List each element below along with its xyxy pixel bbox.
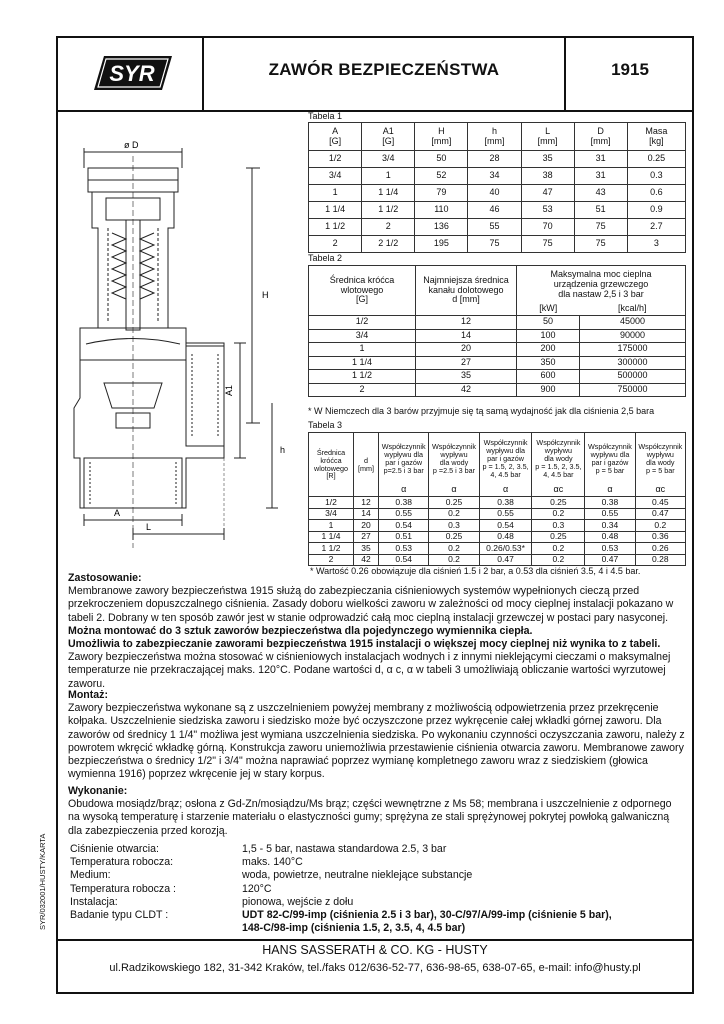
text-cell: 900 [517, 383, 580, 397]
section-heading: Zastosowanie: [68, 572, 142, 584]
text-cell: par i gazów [487, 453, 524, 463]
text-cell: [kg] [649, 135, 664, 146]
text-cell: 0.2 [532, 543, 585, 555]
text-cell: 1,5 - 5 bar, nastawa standardowa 2.5, 3 bar [242, 843, 447, 855]
text-cell: Maksymalna moc cieplna [550, 268, 652, 279]
text-cell: 75 [468, 236, 521, 253]
text-cell: [G] [355, 294, 368, 305]
text-cell: 3/4 [309, 508, 354, 520]
text-cell: 0.3 [532, 520, 585, 532]
text-cell: Masa [645, 125, 668, 136]
table-row [309, 520, 686, 532]
text-cell: 195 [415, 236, 468, 253]
text-cell: 3/4 [362, 151, 415, 168]
text-cell: 1 1/4 [309, 356, 416, 370]
text-cell: 1/2 [309, 497, 354, 509]
side-reference: SYR/032001/HUSTY/KARTA [38, 833, 47, 930]
section-heading: Wykonanie: [68, 785, 128, 797]
text-cell: 0.26/0.53* [479, 543, 532, 555]
text-cell: 0.45 [635, 497, 685, 509]
footer-company: HANS SASSERATH & CO. KG - HUSTY [262, 943, 488, 957]
text-cell: 1 1/2 [362, 202, 415, 219]
spec-row [70, 922, 612, 935]
table3-flow-coefficients [308, 432, 686, 566]
spec-row [70, 869, 612, 882]
text-cell: 1 [309, 520, 354, 532]
text-cell: 1 1/2 [309, 543, 354, 555]
table-row [309, 554, 686, 566]
text-cell: Średnica [316, 447, 346, 457]
text-cell: wypływu [646, 449, 674, 459]
dim-label-h-big: H [262, 290, 269, 300]
text-cell: 31 [574, 168, 627, 185]
text-cell: p =2.5 i 3 bar [432, 465, 476, 475]
dim-label-d: ø D [124, 140, 139, 150]
text-cell: 0.2 [429, 543, 479, 555]
paragraph: Zawory bezpieczeństwa wykonane są z uszczelnieniem powyżej membrany z możliwością odpowietrzenia przez przekręcenie kołpaka. Uszczelnienie siedziska zaworu i siedzisko może być oczyszczone przez wykręcenie całej wkładki górnej zaworu. Dla zaworów od średnicy 1 1/4" możliwa jest wymiana uszczelnienia siedziska. Po wykonaniu czynności oczyszczania zaworu, należy z powrotem wkręcić wkładkę górną. Konstrukcja zaworu uniemożliwia przestawienie ciśnienia otwarcia zaworu. Membranowe zawory bezpieczeństwa o średnicy 1/2" i 3/4" można naprawiać poprzez wymianę kompletnego zaworu wraz z siedziskiem (głowica wymienna 1916) poprzez wkręcenie jej w stary korpus. [68, 702, 685, 781]
text-cell: 2 [309, 383, 416, 397]
text-cell: 1 [362, 168, 415, 185]
text-cell: 0.25 [532, 531, 585, 543]
text-cell: [mm] [358, 463, 374, 473]
text-cell: 0.48 [479, 531, 532, 543]
text-cell: wypływu dla [384, 449, 424, 459]
text-cell: Temperatura robocza : [70, 882, 176, 895]
table3-label: Tabela 3 [308, 420, 343, 430]
text-cell: 0.36 [635, 531, 685, 543]
t1-header [574, 123, 627, 151]
text-cell: Ciśnienie otwarcia: [70, 843, 159, 855]
text-cell: 43 [574, 185, 627, 202]
text-cell: A1 [382, 125, 394, 136]
product-code: 1915 [611, 60, 649, 79]
table-row [309, 219, 686, 236]
text-cell: [G] [329, 135, 342, 146]
paragraph-bold: Umożliwia to zabezpieczanie zaworami bezpieczeństwa 1915 instalacji o większej mocy cieplnej niż wynika to z tabeli. [68, 638, 661, 651]
text-cell: 0.2 [532, 508, 585, 520]
text-cell: [mm] [431, 135, 452, 146]
text-cell: 0.55 [379, 508, 429, 520]
text-cell: h [491, 125, 497, 136]
table2-thermal-power [308, 265, 686, 397]
text-cell: 0.2 [635, 520, 685, 532]
text-cell: wlotowego [314, 463, 348, 473]
text-cell: 20 [354, 520, 379, 532]
syr-logo [86, 50, 176, 96]
text-cell: 0.38 [479, 497, 532, 509]
text-cell: 1 1/2 [309, 370, 416, 384]
text-cell: p = 5 bar [595, 465, 625, 475]
table-row [309, 185, 686, 202]
text-cell: 0.51 [379, 531, 429, 543]
text-cell: wypływu [440, 449, 468, 459]
table1-dimensions [308, 122, 686, 253]
text-cell: 14 [416, 329, 517, 343]
text-cell: maks. 140°C [242, 856, 303, 869]
footer-divider [56, 939, 694, 941]
table-row [309, 370, 686, 384]
text-cell: p = 1.5, 2, 3.5, [535, 461, 582, 471]
text-cell: L [545, 125, 551, 136]
text-cell: 0.9 [627, 202, 685, 219]
text-cell: 2.7 [627, 219, 685, 236]
t2-header [517, 266, 686, 304]
spec-row [70, 909, 612, 922]
table1-label: Tabela 1 [308, 111, 343, 121]
spec-row [70, 843, 612, 856]
text-cell: wypływu [544, 445, 572, 455]
t3-header [309, 433, 354, 497]
text-cell: 31 [574, 151, 627, 168]
logo-text: SYR [109, 61, 155, 86]
text-cell: 136 [415, 219, 468, 236]
dim-label-h-small: h [280, 445, 286, 455]
text-cell: 75 [574, 219, 627, 236]
text-cell: 500000 [580, 370, 686, 384]
text-cell: 2 [362, 219, 415, 236]
text-cell: 38 [521, 168, 574, 185]
text-cell: 0.2 [429, 508, 479, 520]
text-cell: 0.34 [585, 520, 635, 532]
section-heading: Montaż: [68, 689, 109, 701]
text-cell: 0.25 [429, 531, 479, 543]
text-cell: D [597, 125, 604, 136]
text-cell: 51 [574, 202, 627, 219]
t3-symbol: α [379, 485, 429, 497]
text-cell: d [mm] [452, 294, 480, 305]
table3-footnote: * Wartość 0.26 obowiązuje dla ciśnień 1.5 i 2 bar, a 0.53 dla ciśnień 3.5, 4 i 4.5 bar. [310, 566, 641, 576]
text-cell: 42 [354, 554, 379, 566]
text-cell: 40 [468, 185, 521, 202]
text-cell: 52 [415, 168, 468, 185]
t3-symbol: αc [532, 485, 585, 497]
t2-header [309, 266, 416, 316]
t1-header [415, 123, 468, 151]
text-cell: wypływu dla [486, 445, 525, 455]
text-cell: 350 [517, 356, 580, 370]
text-cell: 45000 [580, 316, 686, 330]
t3-symbol: αc [635, 485, 685, 497]
text-cell: 0.26 [635, 543, 685, 555]
text-cell: 1 [309, 343, 416, 357]
text-cell: 4, 4.5 bar [490, 469, 521, 479]
text-cell: 750000 [580, 383, 686, 397]
text-cell: 0.28 [635, 554, 685, 566]
text-cell: dla wody [646, 457, 675, 467]
text-cell: Najmniejsza średnica [423, 274, 509, 285]
text-cell: 0.48 [585, 531, 635, 543]
t1-header [468, 123, 521, 151]
t1-header [521, 123, 574, 151]
header-divider [56, 110, 694, 112]
text-cell: 110 [415, 202, 468, 219]
t2-header-kcal: [kcal/h] [580, 304, 686, 316]
t3-header [429, 433, 479, 485]
text-cell: 27 [354, 531, 379, 543]
table-row [309, 531, 686, 543]
table-row [309, 508, 686, 520]
table-row [309, 168, 686, 185]
text-cell: 1/2 [309, 316, 416, 330]
spec-list [70, 843, 612, 935]
text-cell: pionowa, wejście z dołu [242, 895, 354, 908]
spec-row [70, 856, 612, 869]
text-cell: 0.53 [585, 543, 635, 555]
paragraph-bold: Można montować do 3 sztuk zaworów bezpieczeństwa dla pojedynczego wymiennika ciepła. [68, 624, 533, 637]
text-cell: 79 [415, 185, 468, 202]
text-cell: 35 [521, 151, 574, 168]
text-cell: 0.55 [479, 508, 532, 520]
text-cell: 3 [627, 236, 685, 253]
text-cell: Instalacja: [70, 895, 118, 908]
table2-label: Tabela 2 [308, 253, 343, 263]
text-cell: 90000 [580, 329, 686, 343]
text-cell: 0.54 [379, 520, 429, 532]
text-cell: UDT 82-C/99-imp (ciśnienia 2.5 i 3 bar), 30-C/97/A/99-imp (ciśnienie 5 bar), [242, 909, 612, 922]
t1-header [362, 123, 415, 151]
t1-header [309, 123, 362, 151]
section-wykonanie [68, 785, 686, 838]
t3-symbol: α [479, 485, 532, 497]
text-cell: 34 [468, 168, 521, 185]
text-cell: A [332, 125, 339, 136]
table-row [309, 343, 686, 357]
text-cell: p = 5 bar [646, 465, 675, 475]
text-cell: kanału dolotowego [428, 284, 504, 295]
text-cell: 2 [309, 554, 354, 566]
text-cell: woda, powietrze, neutralne nieklejące substancje [242, 869, 473, 882]
text-cell: 46 [468, 202, 521, 219]
text-cell: 100 [517, 329, 580, 343]
t3-header [479, 433, 532, 485]
paragraph: Zawory bezpieczeństwa można stosować w ciśnieniowych instalacjach wodnych i z innymi nieklejącymi cieczami o maksymalnej temperaturze nie przekraczającej maks. 120°C. Podane wartości d, α c, α w tabeli 3 umożliwiają obliczanie wartości wyrzutowej zaworu. [68, 651, 671, 690]
t3-header [635, 433, 685, 485]
table-row [309, 151, 686, 168]
text-cell: [mm] [537, 135, 558, 146]
text-cell: 0.25 [627, 151, 685, 168]
text-cell [70, 922, 242, 935]
text-cell: 0.55 [585, 508, 635, 520]
text-cell: 0.25 [429, 497, 479, 509]
text-cell: Temperatura robocza: [70, 856, 174, 869]
t3-header [379, 433, 429, 485]
text-cell: 0.47 [479, 554, 532, 566]
table-row [309, 497, 686, 509]
text-cell: [G] [382, 135, 395, 146]
document-title: ZAWÓR BEZPIECZEŃSTWA [268, 60, 500, 79]
text-cell: 1 1/2 [309, 219, 362, 236]
section-montaz [68, 689, 686, 781]
text-cell: 0.3 [429, 520, 479, 532]
text-cell: Średnica króćca wlotowego [329, 274, 395, 295]
t3-header [532, 433, 585, 485]
table-row [309, 356, 686, 370]
table-row [309, 202, 686, 219]
text-cell: Współczynnik [587, 441, 632, 451]
text-cell: 28 [468, 151, 521, 168]
text-cell: 300000 [580, 356, 686, 370]
text-cell: wypływu dla [590, 449, 630, 459]
text-cell: Medium: [70, 869, 111, 882]
dim-label-l: L [146, 522, 152, 532]
text-cell: 50 [517, 316, 580, 330]
text-cell: p=2.5 i 3 bar [383, 465, 424, 475]
table2-footnote: * W Niemczech dla 3 barów przyjmuje się tą samą wydajność jak dla ciśnienia 2,5 bara [308, 406, 655, 416]
text-cell: 120°C [242, 882, 272, 895]
section-zastosowanie [68, 572, 686, 691]
text-cell: dla wody [544, 453, 573, 463]
table-row [309, 236, 686, 253]
paragraph: Membranowe zawory bezpieczeństwa 1915 służą do zabezpieczania ciśnieniowych systemów wypełnionych cieczą przed przekroczeniem dopuszczalnego ciśnienia. Zasady doboru wielkości zaworu w zależności od mocy cieplnej instalacji pokazano w tabeli 2. Dobrany w ten sposób zawór jest w stanie odprowadzić całą moc cieplną instalacji grzewczej w postaci pary nasyconej. [68, 585, 674, 624]
text-cell: 2 [309, 236, 362, 253]
text-cell: 1 [309, 185, 362, 202]
dim-label-a1: A1 [224, 384, 234, 396]
dim-label-a: A [114, 508, 121, 518]
text-cell: 50 [415, 151, 468, 168]
paragraph: Obudowa mosiądz/brąz; osłona z Gd-Zn/mosiądzu/Ms brąz; części wewnętrzne z Ms 58; membrana i uszczelnienie z odpornego na wysoką temperaturę i starzenie materiału o elastyczności gumy; sprężyna ze stali sprężynowej pokrytej powłoką galwaniczną dla zabezpieczenia przed korozją. [68, 798, 672, 837]
text-cell: 0.2 [429, 554, 479, 566]
text-cell: 4, 4.5 bar [543, 469, 574, 479]
text-cell: 3/4 [309, 168, 362, 185]
table-row [309, 383, 686, 397]
text-cell: 1/2 [309, 151, 362, 168]
text-cell: 1 1/4 [362, 185, 415, 202]
valve-cross-section-drawing [64, 128, 304, 568]
text-cell: króćca [320, 455, 342, 465]
text-cell: Współczynnik [483, 437, 528, 447]
footer-address: ul.Radzikowskiego 182, 31-342 Kraków, tel./faks 012/636-52-77, 636-98-65, 638-07-65, e-mail: info@husty.pl [109, 962, 641, 974]
t3-header [585, 433, 635, 485]
text-cell: 148-C/98-imp (ciśnienia 1.5, 2, 3.5, 4, 4.5 bar) [242, 922, 466, 935]
text-cell: 0.3 [627, 168, 685, 185]
text-cell: [mm] [590, 135, 611, 146]
spec-row [70, 883, 612, 896]
text-cell: 600 [517, 370, 580, 384]
text-cell: 47 [521, 185, 574, 202]
text-cell: 200 [517, 343, 580, 357]
t1-header [627, 123, 685, 151]
table-row [309, 329, 686, 343]
text-cell: par i gazów [385, 457, 423, 467]
text-cell: dla nastaw 2,5 i 3 bar [558, 288, 644, 299]
t2-header [416, 266, 517, 316]
text-cell: 0.38 [379, 497, 429, 509]
text-cell: 14 [354, 508, 379, 520]
text-cell: 3/4 [309, 329, 416, 343]
text-cell: 35 [416, 370, 517, 384]
text-cell: dla wody [439, 457, 469, 467]
text-cell: 0.25 [532, 497, 585, 509]
text-cell: 55 [468, 219, 521, 236]
text-cell: Współczynnik [536, 437, 581, 447]
text-cell: 2 1/2 [362, 236, 415, 253]
t3-symbol: α [429, 485, 479, 497]
text-cell: 0.47 [585, 554, 635, 566]
text-cell: 0.6 [627, 185, 685, 202]
text-cell: 0.47 [635, 508, 685, 520]
text-cell: 12 [416, 316, 517, 330]
table-row [309, 316, 686, 330]
text-cell: Badanie typu CLDT : [70, 909, 169, 922]
text-cell: Współczynnik [638, 441, 683, 451]
text-cell: Współczynnik [432, 441, 476, 451]
text-cell: 42 [416, 383, 517, 397]
text-cell: 75 [521, 236, 574, 253]
text-cell: 0.54 [479, 520, 532, 532]
text-cell: par i gazów [591, 457, 629, 467]
t2-header-kw: [kW] [517, 304, 580, 316]
text-cell: 12 [354, 497, 379, 509]
text-cell: 20 [416, 343, 517, 357]
text-cell: 0.54 [379, 554, 429, 566]
text-cell: 75 [574, 236, 627, 253]
text-cell: urządzenia grzewczego [553, 278, 649, 289]
t3-header [354, 433, 379, 497]
text-cell: p = 1.5, 2, 3.5, [482, 461, 529, 471]
spec-row [70, 896, 612, 909]
text-cell: 70 [521, 219, 574, 236]
text-cell: Współczynnik [381, 441, 426, 451]
text-cell: 1 1/4 [309, 531, 354, 543]
text-cell: H [438, 125, 445, 136]
text-cell: 27 [416, 356, 517, 370]
text-cell: d [364, 455, 368, 465]
text-cell: [mm] [484, 135, 505, 146]
text-cell: 175000 [580, 343, 686, 357]
text-cell: 35 [354, 543, 379, 555]
text-cell: 53 [521, 202, 574, 219]
text-cell: 1 1/4 [309, 202, 362, 219]
text-cell: 0.2 [532, 554, 585, 566]
table-row [309, 543, 686, 555]
text-cell: [R] [326, 471, 336, 481]
t3-symbol: α [585, 485, 635, 497]
text-cell: 0.38 [585, 497, 635, 509]
text-cell: 0.53 [379, 543, 429, 555]
